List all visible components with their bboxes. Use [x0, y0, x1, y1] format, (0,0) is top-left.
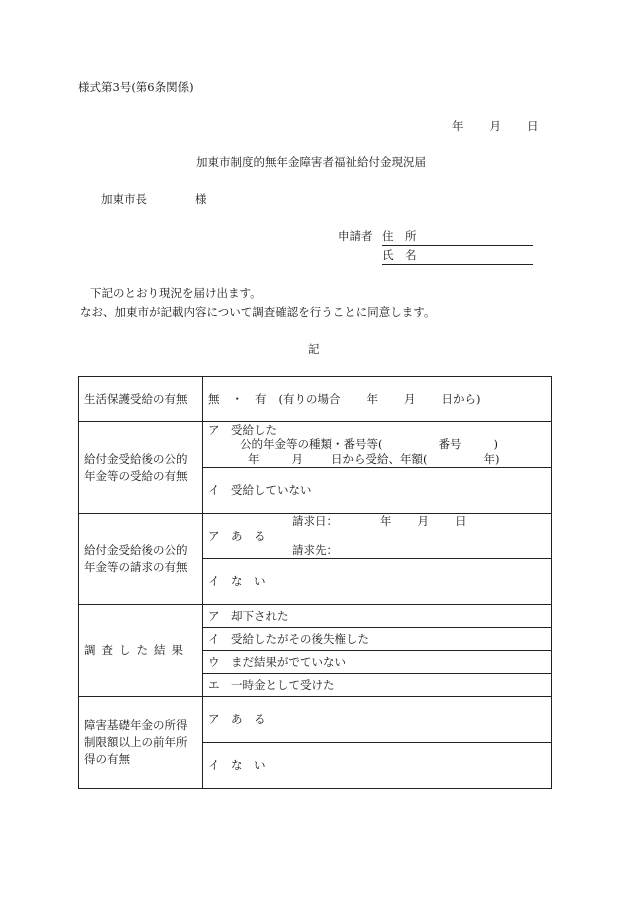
request-year: 年 — [380, 514, 392, 529]
applicant-address-row — [382, 231, 417, 246]
document-title: 加東市制度的無年金障害者福祉給付金現況届 — [196, 155, 426, 169]
form-number: 様式第3号(第6条関係) — [78, 80, 194, 94]
row1-none: 無 — [208, 391, 220, 406]
row5-opt-a: ア あ る — [203, 697, 552, 743]
row4-label: 調査した結果 — [84, 643, 189, 658]
row3-label-line1: 給付金受給後の公的 — [84, 543, 188, 558]
applicant-name-row — [382, 250, 417, 265]
row5-label — [79, 697, 203, 789]
row1-label: 生活保護受給の有無 — [79, 377, 203, 422]
table-row — [79, 377, 552, 422]
row4-opt-b: イ 受給したがその後失権した — [203, 628, 552, 651]
table-row — [79, 514, 552, 559]
row2-label-line2: 年金等の受給の有無 — [84, 468, 188, 483]
row1-dot: ・ — [231, 391, 243, 406]
request-date-label: 請求日： — [292, 514, 338, 529]
row2-opt-a-detail2 — [208, 452, 551, 466]
row4-opt-a: ア 却下された — [203, 605, 552, 628]
receipt-text: 日から受給、年額( — [331, 451, 428, 466]
date-month-label: 月 — [489, 119, 501, 133]
row1-yes: 有 — [255, 391, 267, 406]
addressee-honorific: 様 — [195, 192, 207, 206]
row3-option-a — [203, 514, 552, 559]
row1-day-from: 日から) — [441, 391, 481, 406]
body-line-2: なお、加東市が記載内容について調査確認を行うことに同意します。 — [80, 305, 436, 319]
receipt-year: 年 — [248, 451, 260, 466]
paren-close: ) — [493, 437, 498, 452]
row2-label — [79, 422, 203, 514]
date-day-label: 日 — [527, 119, 539, 133]
date-line — [452, 121, 539, 133]
row4-opt-d: エ 一時金として受けた — [203, 674, 552, 697]
addressee-name: 加東市長 — [101, 192, 147, 206]
row2-label-line1: 給付金受給後の公的 — [84, 451, 188, 466]
row4-opt-c: ウ まだ結果がでていない — [203, 651, 552, 674]
row5-label-line1: 障害基礎年金の所得 — [84, 718, 188, 733]
receipt-month: 月 — [291, 451, 303, 466]
date-year-label: 年 — [452, 119, 464, 133]
row4-label-cell — [79, 605, 203, 697]
applicant-label: 申請者 — [338, 229, 373, 243]
request-date-line — [208, 514, 551, 528]
table-row — [79, 422, 552, 468]
row1-month: 月 — [404, 391, 416, 406]
row3-opt-a-label: ア あ る — [208, 528, 266, 543]
address-label: 住 所 — [382, 229, 417, 243]
request-day: 日 — [455, 514, 467, 529]
annual-amount-end: 年) — [483, 451, 500, 466]
address-field[interactable] — [382, 231, 533, 246]
name-field[interactable] — [382, 250, 533, 265]
row5-label-line2: 制限額以上の前年所 — [84, 735, 188, 750]
row1-paren-open: (有りの場合 — [278, 391, 341, 406]
row2-opt-a-detail1 — [208, 437, 551, 451]
status-table — [78, 376, 552, 789]
row5-label-line3: 得の有無 — [84, 751, 130, 766]
row3-label — [79, 514, 203, 605]
row5-opt-b: イ な い — [203, 743, 552, 789]
row3-label-line2: 年金等の請求の有無 — [84, 560, 188, 574]
row2-opt-a-label: ア 受給した — [208, 422, 277, 437]
row3-opt-b: イ な い — [203, 559, 552, 605]
addressee — [101, 194, 207, 206]
row1-year: 年 — [366, 391, 378, 406]
request-month: 月 — [417, 514, 429, 529]
ki-label: 記 — [308, 342, 320, 356]
pension-number-label: 番号 — [438, 437, 462, 452]
name-label: 氏 名 — [382, 248, 417, 262]
table-row — [79, 605, 552, 628]
row2-opt-b: イ 受給していない — [203, 468, 552, 514]
table-row — [79, 697, 552, 743]
row2-option-a — [203, 422, 552, 468]
request-to-label: 請求先： — [292, 543, 338, 558]
row1-options — [203, 377, 552, 422]
pension-type-label: 公的年金等の種類・番号等( — [240, 437, 383, 452]
body-line-1: 下記のとおり現況を届け出ます。 — [90, 286, 262, 300]
